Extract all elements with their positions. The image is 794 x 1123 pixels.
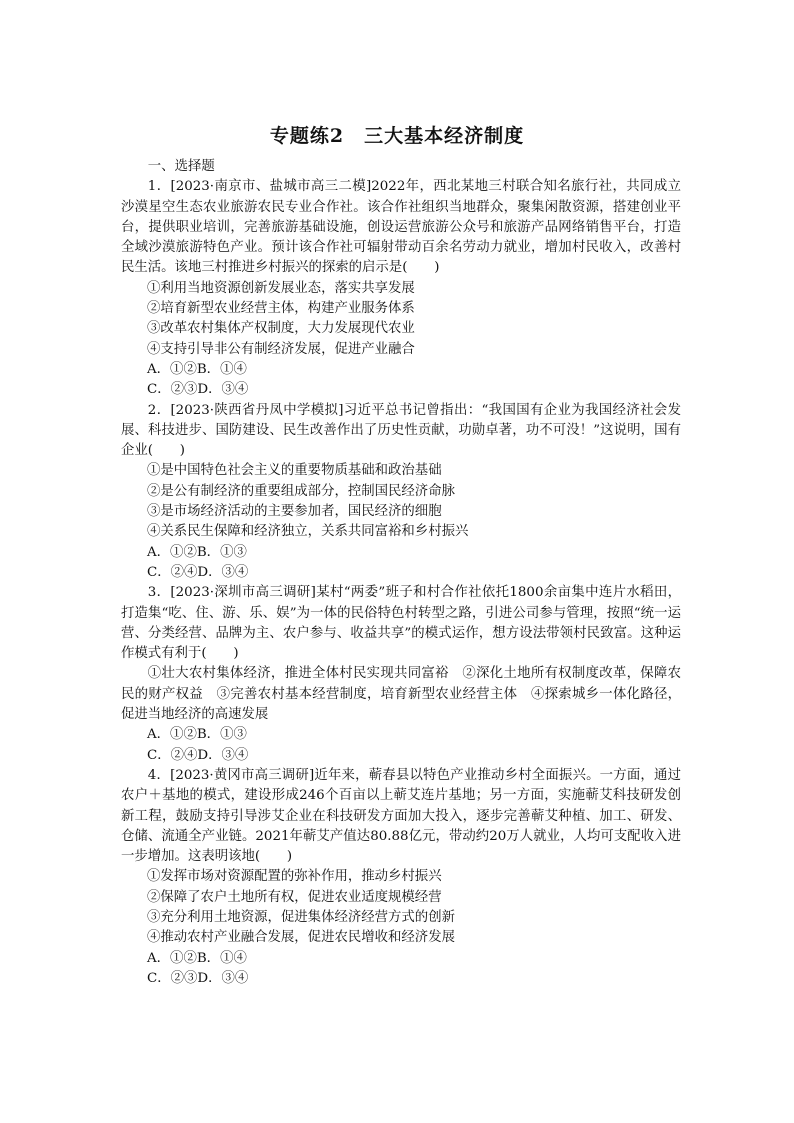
question-stem: 1．[2023·南京市、盐城市高三二模]2022年，西北某地三村联合知名旅行社，共同成立沙漠星空生态农业旅游农民专业合作社。该合作社组织当地群众，聚集闲散资源，搭建创业平台，提供职业培训，完善旅游基础设施，创设运营旅游公众号和旅游产品网络销售平台，打造全域沙漠旅游特色产业。预计该合作社可辐射带动百余名劳动力就业，增加村民收入，改善村民生活。该地三村推进乡村振兴的探索的启示是( ) [121,179,681,276]
answer-choices: C．②③D．③④ [147,970,249,986]
option-item: ③是市场经济活动的主要参加者，国民经济的细胞 [147,504,442,520]
question-stem: 3．[2023·深圳市高三调研]某村“两委”班子和村合作社依托1800余亩集中连片水稻田，打造集“吃、住、游、乐、娱”为一体的民俗特色村转型之路，引进公司参与管理，按照“统一运营、分类经营、品牌为主、农户参与、收益共享”的模式运作，想方设法带领村民致富。这种运作模式有利于( ) [121,585,681,662]
answer-choices: A．①②B．①③ [147,727,247,743]
answer-choices: A．①②B．①④ [147,361,247,377]
option-item: ③改革农村集体产权制度，大力发展现代农业 [147,321,415,337]
inline-options: ①壮大农村集体经济，推进全体村民实现共同富裕 ②深化土地所有权制度改革，保障农民的财产权益 ③完善农村基本经营制度，培育新型农业经营主体 ④探索城乡一体化路径，促进当地经济的高速发展 [121,666,681,723]
option-item: ④关系民生保障和经济独立，关系共同富裕和乡村振兴 [147,524,469,540]
question-stem: 2．[2023·陕西省丹凤中学模拟]习近平总书记曾指出：“我国国有企业为我国经济社会发展、科技进步、国防建设、民生改善作出了历史性贡献，功勋卓著，功不可没！”这说明，国有企业( ) [121,402,681,459]
option-item: ①是中国特色社会主义的重要物质基础和政治基础 [147,463,442,479]
option-item: ②保障了农户土地所有权，促进农业适度规模经营 [147,889,442,905]
question-stem: 4．[2023·黄冈市高三调研]近年来，蕲春县以特色产业推动乡村全面振兴。一方面，通过农户＋基地的模式，建设形成246个百亩以上蕲艾连片基地；另一方面，实施蕲艾科技研发创新工程，鼓励支持引导涉艾企业在科技研发方面加大投入，逐步完善蕲艾种植、加工、研发、仓储、流通全产业链。2021年蕲艾产值达80.88亿元，带动约20万人就业，人均可支配收入进一步增加。这表明该地( ) [121,767,681,865]
option-item: ②是公有制经济的重要组成部分，控制国民经济命脉 [147,483,455,499]
option-item: ①发挥市场对资源配置的弥补作用，推动乡村振兴 [147,869,442,885]
page-title: 专题练2 三大基本经济制度 [269,125,525,147]
answer-choices: A．①②B．①④ [147,950,247,966]
option-item: ①利用当地资源创新发展业态，落实共享发展 [147,280,415,296]
document-body [121,157,681,989]
option-item: ④支持引导非公有制经济发展，促进产业融合 [147,341,415,357]
question-2 [121,401,681,584]
question-4 [121,766,681,989]
option-item: ③充分利用土地资源，促进集体经济经营方式的创新 [147,909,455,925]
option-item: ④推动农村产业融合发展，促进农民增收和经济发展 [147,930,455,946]
section-heading: 一、选择题 [147,159,215,174]
option-item: ②培育新型农业经营主体，构建产业服务体系 [147,301,415,317]
answer-choices: C．②④D．③④ [147,564,249,580]
answer-choices: C．②④D．③④ [147,747,249,763]
answer-choices: A．①②B．①③ [147,544,247,560]
answer-choices: C．②③D．③④ [147,382,249,398]
question-3 [121,583,681,766]
question-1 [121,177,681,400]
